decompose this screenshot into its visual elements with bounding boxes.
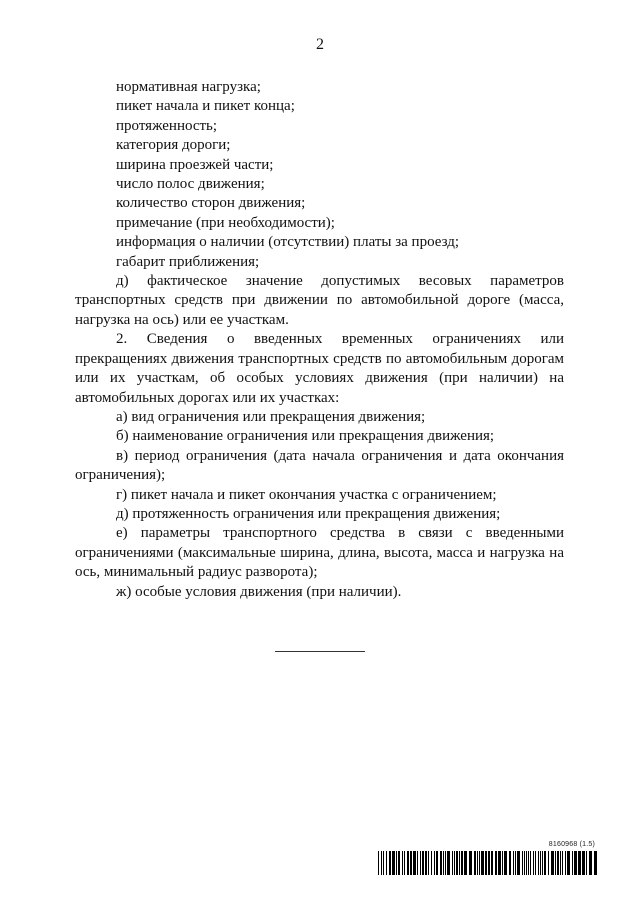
list-item: количество сторон движения; [116, 195, 306, 212]
page-number: 2 [316, 36, 324, 53]
paragraph-sub-b: б) наименование ограничения или прекращения движения; [116, 428, 495, 445]
paragraph-section-2: 2. Сведения о введенных временных ограничениях или прекращениях движения транспортных средств по автомобильным дорогам или их участкам, об особых условиях движения (при наличии) на автомобильных дорогах или их участках: [75, 331, 564, 406]
paragraph-sub-v: в) период ограничения (дата начала ограничения и дата окончания ограничения); [75, 447, 564, 484]
end-separator-line [275, 651, 365, 652]
list-item: примечание (при необходимости); [116, 214, 335, 231]
paragraph-sub-g: г) пикет начала и пикет окончания участка с ограничением; [116, 486, 497, 503]
list-item: протяженность; [116, 117, 218, 134]
document-body [75, 78, 564, 602]
paragraph-sub-a: а) вид ограничения или прекращения движения; [116, 408, 426, 425]
barcode [378, 851, 598, 875]
list-item: информация о наличии (отсутствии) платы за проезд; [116, 234, 460, 251]
paragraph-sub-e: е) параметры транспортного средства в связи с введенными ограничениями (максимальные ширина, длина, высота, масса и нагрузка на ось, минимальный радиус разворота); [75, 525, 564, 581]
list-item: габарит приближения; [116, 253, 260, 270]
paragraph-item-d: д) фактическое значение допустимых весовых параметров транспортных средств при движении по автомобильной дороге (масса, нагрузка на ось) или ее участкам. [75, 273, 564, 328]
list-item: категория дороги; [116, 137, 231, 154]
list-item: пикет начала и пикет конца; [116, 98, 295, 115]
paragraph-sub-d: д) протяженность ограничения или прекращения движения; [116, 505, 501, 522]
list-item: ширина проезжей части; [116, 156, 274, 173]
document-code: 8160968 (1.5) [548, 841, 595, 848]
list-item: число полос движения; [116, 176, 265, 193]
paragraph-sub-zh: ж) особые условия движения (при наличии). [116, 583, 402, 600]
list-item: нормативная нагрузка; [116, 79, 261, 95]
